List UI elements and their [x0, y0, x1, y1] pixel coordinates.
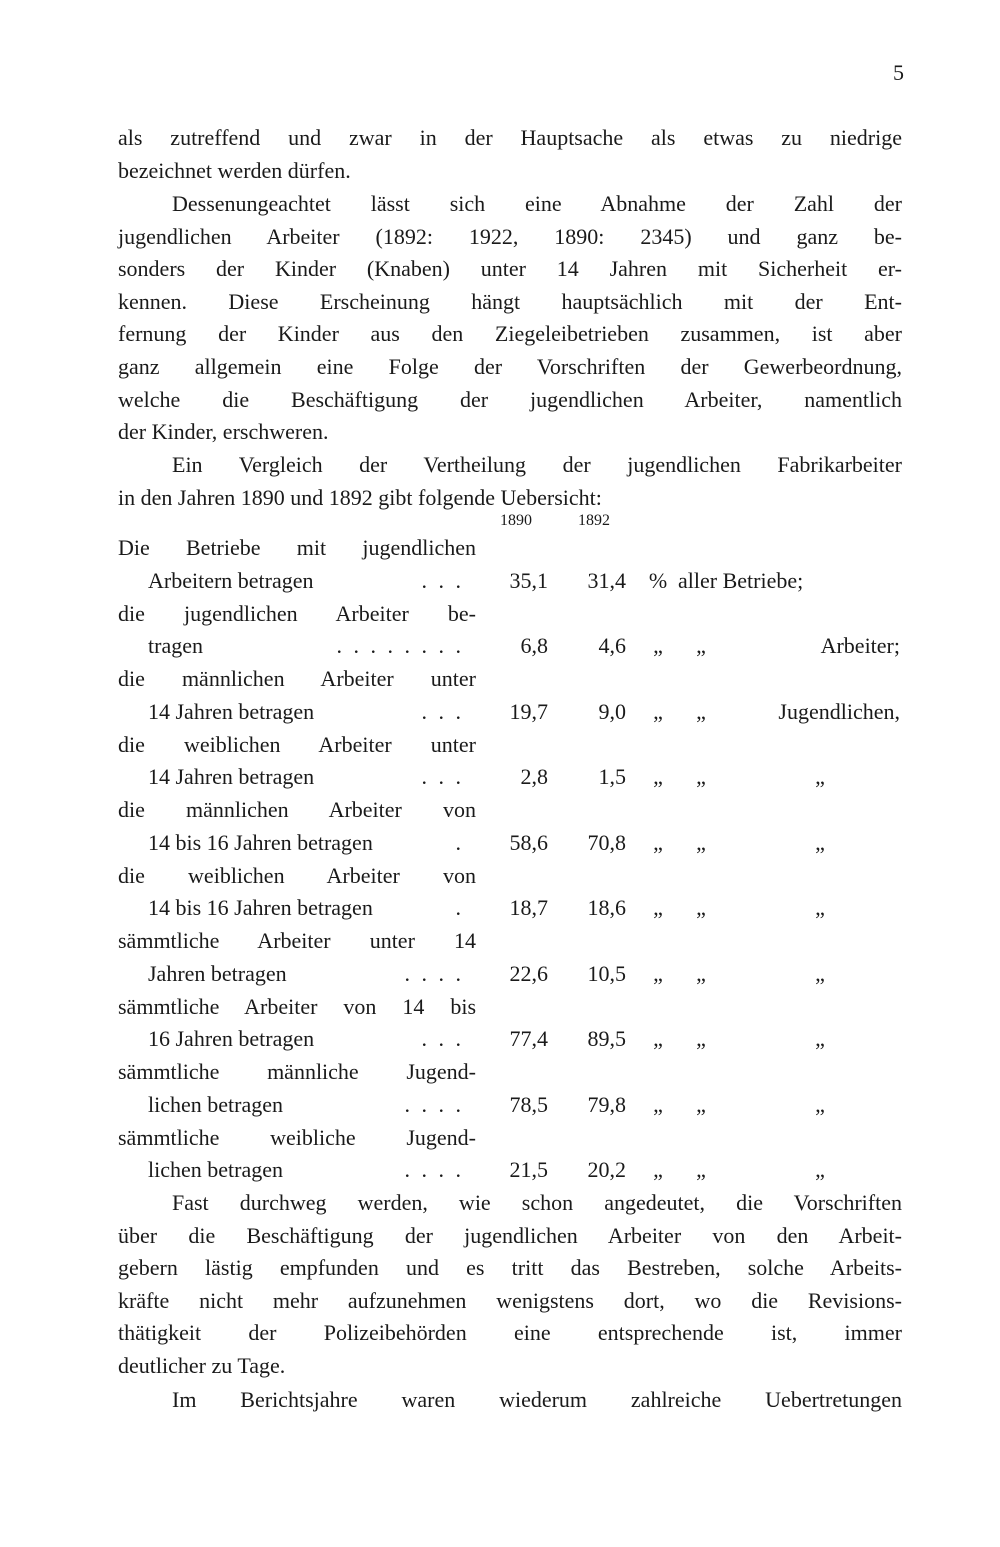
- paragraph-5: [118, 1384, 902, 1417]
- text-line: welche die Beschäftigung der jugendlichen Arbeiter, namentlich: [118, 386, 902, 412]
- row-label-second: lichen betragen: [148, 1091, 283, 1117]
- table-row: [118, 928, 918, 994]
- reference-base: „: [815, 960, 825, 986]
- reference-base: „: [815, 829, 825, 855]
- value-1890: 58,6: [509, 829, 548, 855]
- table-row: [118, 994, 918, 1060]
- unit-ditto: „: [696, 1157, 706, 1182]
- text-line: sonders der Kinder (Knaben) unter 14 Jahren mit Sicherheit er-: [118, 256, 902, 282]
- text-line: kräfte nicht mehr aufzunehmen wenigstens dort, wo die Revisions-: [118, 1287, 902, 1313]
- table-row: [118, 666, 918, 732]
- reference-base: „: [815, 895, 825, 920]
- text-line: gebern lästig empfunden und es tritt das Bestreben, solche Arbeits-: [118, 1255, 902, 1281]
- paragraph-1: [118, 122, 902, 187]
- row-label-first: sämmtliche Arbeiter unter 14: [118, 928, 476, 953]
- row-label-second: 14 Jahren betragen: [148, 764, 315, 789]
- value-1890: 19,7: [509, 698, 548, 724]
- text-line: ganz allgemein eine Folge der Vorschriften der Gewerbeordnung,: [118, 353, 902, 379]
- leader-dots: . . .: [421, 764, 464, 789]
- unit-marker: „: [653, 1026, 663, 1051]
- leader-dots: .: [455, 829, 464, 855]
- row-label-first: sämmtliche weibliche Jugend-: [118, 1124, 476, 1150]
- leader-dots: .: [455, 895, 464, 920]
- reference-base: Jugendlichen,: [778, 698, 900, 724]
- unit-marker: „: [653, 633, 663, 658]
- row-label-second: tragen: [148, 633, 203, 658]
- value-1892: 79,8: [587, 1091, 626, 1117]
- value-1892: 1,5: [598, 764, 626, 789]
- value-1890: 22,6: [509, 960, 548, 986]
- leader-dots: . . . . . . . .: [336, 633, 464, 658]
- unit-ditto: „: [696, 698, 706, 724]
- text-line: fernung der Kinder aus den Ziegeleibetrieben zusammen, ist aber: [118, 321, 902, 347]
- value-1892: 10,5: [587, 960, 626, 986]
- value-1890: 2,8: [520, 764, 548, 789]
- unit-marker: „: [653, 1157, 663, 1182]
- leader-dots: . . . .: [404, 960, 464, 986]
- leader-dots: . . . .: [404, 1091, 464, 1117]
- value-1890: 35,1: [509, 567, 548, 593]
- text-line: Ein Vergleich der Vertheilung der jugendlichen Fabrikarbeiter: [172, 452, 902, 477]
- reference-base: aller Betriebe;: [678, 567, 804, 593]
- reference-base: „: [815, 764, 825, 789]
- unit-marker: „: [653, 1091, 663, 1117]
- value-1890: 21,5: [509, 1157, 548, 1182]
- text-line: Dessenungeachtet lässt sich eine Abnahme der Zahl der: [172, 191, 902, 216]
- unit-ditto: „: [696, 633, 706, 658]
- row-label-first: die weiblichen Arbeiter unter: [118, 731, 476, 757]
- value-1892: 70,8: [587, 829, 626, 855]
- leader-dots: . . .: [421, 1026, 464, 1051]
- unit-marker: „: [653, 829, 663, 855]
- leader-dots: . . .: [421, 567, 464, 593]
- leader-dots: . . .: [421, 698, 464, 724]
- paragraph-2: [118, 188, 902, 449]
- year-header-1892: 1892: [578, 512, 610, 529]
- reference-base: „: [815, 1091, 825, 1117]
- row-label-first: die weiblichen Arbeiter von: [118, 862, 476, 888]
- text-line: bezeichnet werden dürfen.: [118, 157, 351, 183]
- text-line: der Kinder, erschweren.: [118, 419, 329, 445]
- text-line: kennen. Diese Erscheinung hängt hauptsächlich mit der Ent-: [118, 288, 902, 314]
- row-label-second: Arbeitern betragen: [148, 567, 314, 593]
- unit-ditto: „: [696, 960, 706, 986]
- value-1892: 89,5: [587, 1026, 626, 1051]
- row-label-first: sämmtliche männliche Jugend-: [118, 1059, 476, 1084]
- unit-marker: „: [653, 960, 663, 986]
- row-label-first: die jugendlichen Arbeiter be-: [118, 600, 476, 626]
- value-1890: 6,8: [520, 633, 548, 658]
- unit-marker: „: [653, 764, 663, 789]
- page-number: 5: [893, 60, 904, 85]
- table-row: [118, 601, 918, 667]
- table-row: [118, 863, 918, 929]
- table-row: [118, 797, 918, 863]
- paragraph-3: [118, 449, 902, 514]
- table-row: [118, 1125, 918, 1191]
- row-label-second: 14 bis 16 Jahren betragen: [148, 829, 373, 855]
- row-label-second: 14 bis 16 Jahren betragen: [148, 895, 373, 920]
- row-label-second: 14 Jahren betragen: [148, 698, 315, 724]
- text-line: Im Berichtsjahre waren wiederum zahlreiche Uebertretungen: [172, 1387, 902, 1412]
- unit-ditto: „: [696, 764, 706, 789]
- text-line: jugendlichen Arbeiter (1892: 1922, 1890: 2345) und ganz be-: [118, 223, 902, 249]
- text-line: deutlicher zu Tage.: [118, 1352, 286, 1378]
- paragraph-4: [118, 1187, 902, 1383]
- statistics-table: [118, 535, 918, 1190]
- table-row: [118, 732, 918, 798]
- row-label-second: lichen betragen: [148, 1157, 283, 1182]
- unit-marker: %: [648, 567, 668, 593]
- text-line: thätigkeit der Polizeibehörden eine entsprechende ist, immer: [118, 1320, 902, 1346]
- reference-base: „: [815, 1026, 825, 1051]
- value-1892: 20,2: [587, 1157, 626, 1182]
- text-line: Fast durchweg werden, wie schon angedeutet, die Vorschriften: [172, 1190, 902, 1215]
- row-label-first: Die Betriebe mit jugendlichen: [118, 535, 476, 560]
- reference-base: Arbeiter;: [820, 633, 900, 658]
- unit-ditto: „: [696, 1091, 706, 1117]
- value-1890: 18,7: [509, 895, 548, 920]
- leader-dots: . . . .: [404, 1157, 464, 1182]
- year-header-1890: 1890: [500, 512, 532, 529]
- row-label-first: die männlichen Arbeiter von: [118, 797, 476, 822]
- value-1892: 9,0: [598, 698, 626, 724]
- value-1890: 77,4: [509, 1026, 548, 1051]
- text-line: als zutreffend und zwar in der Hauptsache als etwas zu niedrige: [118, 125, 902, 150]
- unit-ditto: „: [696, 1026, 706, 1051]
- unit-ditto: „: [696, 895, 706, 920]
- unit-marker: „: [653, 895, 663, 920]
- reference-base: „: [815, 1157, 825, 1182]
- row-label-first: die männlichen Arbeiter unter: [118, 666, 476, 691]
- value-1890: 78,5: [509, 1091, 548, 1117]
- value-1892: 31,4: [587, 567, 626, 593]
- text-line: über die Beschäftigung der jugendlichen Arbeiter von den Arbeit-: [118, 1222, 902, 1248]
- unit-marker: „: [653, 698, 663, 724]
- table-row: [118, 535, 918, 601]
- row-label-second: 16 Jahren betragen: [148, 1026, 315, 1051]
- row-label-second: Jahren betragen: [148, 960, 287, 986]
- value-1892: 18,6: [587, 895, 626, 920]
- table-row: [118, 1059, 918, 1125]
- text-line: in den Jahren 1890 und 1892 gibt folgende Uebersicht:: [118, 484, 602, 510]
- unit-ditto: „: [696, 829, 706, 855]
- value-1892: 4,6: [598, 633, 626, 658]
- row-label-first: sämmtliche Arbeiter von 14 bis: [118, 993, 476, 1019]
